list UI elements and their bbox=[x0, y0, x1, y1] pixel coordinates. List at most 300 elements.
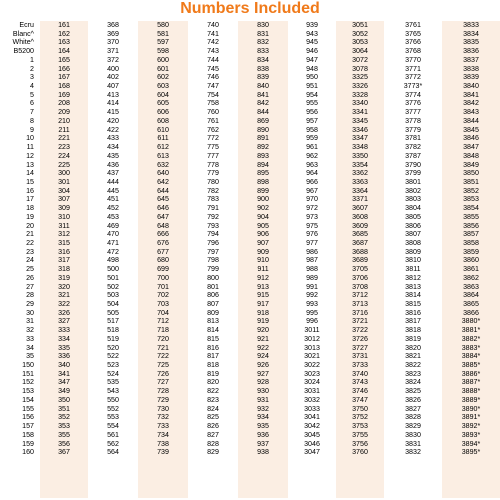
number-cell: 954 bbox=[306, 90, 318, 99]
number-cell: Blanc^ bbox=[12, 29, 34, 38]
number-cell: 817 bbox=[207, 352, 219, 361]
number-cell: 930 bbox=[257, 387, 269, 396]
number-cell: 3782 bbox=[405, 143, 421, 152]
number-cell: 8 bbox=[30, 116, 34, 125]
number-cell: 3716 bbox=[352, 308, 368, 317]
number-cell: 18 bbox=[26, 204, 34, 213]
number-cell: 762 bbox=[207, 125, 219, 134]
number-cell: 3045 bbox=[304, 430, 320, 439]
number-cell: 957 bbox=[306, 116, 318, 125]
number-cell: 725 bbox=[157, 361, 169, 370]
number-cell: 647 bbox=[157, 212, 169, 221]
number-cell: 3078 bbox=[352, 64, 368, 73]
number-cell: 806 bbox=[207, 291, 219, 300]
number-cell: 3855 bbox=[463, 212, 479, 221]
number-cell: 906 bbox=[257, 230, 269, 239]
number-cell: 977 bbox=[306, 238, 318, 247]
number-cell: 3341 bbox=[352, 108, 368, 117]
number-cell: 904 bbox=[257, 212, 269, 221]
number-cell: 3350 bbox=[352, 151, 368, 160]
number-cell: 159 bbox=[22, 439, 34, 448]
number-cell: 758 bbox=[207, 99, 219, 108]
number-cell: 3825 bbox=[405, 387, 421, 396]
number-cell: 3848 bbox=[463, 151, 479, 160]
number-cell: 413 bbox=[107, 90, 119, 99]
number-cell: 3858 bbox=[463, 238, 479, 247]
number-cell: 153 bbox=[22, 387, 34, 396]
number-cell: 164 bbox=[58, 47, 70, 56]
number-cell: 3895* bbox=[461, 448, 481, 457]
number-cell: 3822 bbox=[405, 361, 421, 370]
number-cell: 3894* bbox=[461, 439, 481, 448]
number-cell: 420 bbox=[107, 116, 119, 125]
number-cell: 3326 bbox=[352, 82, 368, 91]
number-cell: 938 bbox=[257, 448, 269, 457]
number-cell: 834 bbox=[257, 55, 269, 64]
number-cell: 502 bbox=[107, 282, 119, 291]
number-cell: 3713 bbox=[352, 300, 368, 308]
number-cell: 604 bbox=[157, 90, 169, 99]
number-cell: 3861 bbox=[463, 265, 479, 274]
number-cell: 632 bbox=[157, 160, 169, 169]
number-cell: 937 bbox=[257, 439, 269, 448]
number-cell: 3021 bbox=[304, 352, 320, 361]
number-cell: 422 bbox=[107, 125, 119, 134]
number-column bbox=[288, 21, 336, 498]
number-cell: 993 bbox=[306, 300, 318, 308]
number-cell: 310 bbox=[58, 212, 70, 221]
number-cell: 353 bbox=[58, 422, 70, 431]
number-cell: 3685 bbox=[352, 230, 368, 239]
number-cell: 600 bbox=[157, 55, 169, 64]
number-cell: 761 bbox=[207, 116, 219, 125]
number-cell: 157 bbox=[22, 422, 34, 431]
number-cell: 913 bbox=[257, 282, 269, 291]
number-cell: 794 bbox=[207, 230, 219, 239]
number-cell: 3772 bbox=[405, 73, 421, 82]
number-cell: 833 bbox=[257, 47, 269, 56]
number-cell: 30 bbox=[26, 308, 34, 317]
number-cell: 642 bbox=[157, 177, 169, 186]
number-cell: 356 bbox=[58, 439, 70, 448]
number-cell: 316 bbox=[58, 247, 70, 256]
number-cell: 824 bbox=[207, 404, 219, 413]
number-cell: 3781 bbox=[405, 134, 421, 143]
number-cell: 21 bbox=[26, 230, 34, 239]
number-cell: 3760 bbox=[352, 448, 368, 457]
number-cell: 3364 bbox=[352, 186, 368, 195]
number-cell: 3826 bbox=[405, 395, 421, 404]
number-cell: 407 bbox=[107, 82, 119, 91]
number-cell: 3835 bbox=[463, 38, 479, 47]
number-cell: 3817 bbox=[405, 317, 421, 326]
number-cell: 966 bbox=[306, 177, 318, 186]
number-cell: 962 bbox=[306, 151, 318, 160]
number-cell: 3811 bbox=[405, 265, 421, 274]
number-cell: 3609 bbox=[352, 221, 368, 230]
number-cell: 3773* bbox=[403, 82, 423, 91]
number-cell: 315 bbox=[58, 238, 70, 247]
number-cell: 840 bbox=[257, 82, 269, 91]
number-cell: 807 bbox=[207, 300, 219, 308]
number-cell: 4 bbox=[30, 82, 34, 91]
number-cell: 3771 bbox=[405, 64, 421, 73]
number-cell: 726 bbox=[157, 369, 169, 378]
number-cell: 452 bbox=[107, 204, 119, 213]
number-column bbox=[0, 21, 40, 498]
number-cell: 3842 bbox=[463, 99, 479, 108]
number-cell: 517 bbox=[107, 317, 119, 326]
number-column bbox=[442, 21, 500, 498]
number-cell: 524 bbox=[107, 369, 119, 378]
number-cell: 891 bbox=[257, 134, 269, 143]
number-cell: 453 bbox=[107, 212, 119, 221]
number-cell: 796 bbox=[207, 238, 219, 247]
number-cell: 158 bbox=[22, 430, 34, 439]
number-cell: 3805 bbox=[405, 212, 421, 221]
number-cell: 3746 bbox=[352, 387, 368, 396]
number-cell: 355 bbox=[58, 430, 70, 439]
number-cell: 9 bbox=[30, 125, 34, 134]
number-cell: 3 bbox=[30, 73, 34, 82]
number-cell: 581 bbox=[157, 29, 169, 38]
number-column bbox=[138, 21, 188, 498]
number-cell: 3013 bbox=[304, 343, 320, 352]
number-cell: 3852 bbox=[463, 186, 479, 195]
number-cell: 33 bbox=[26, 334, 34, 343]
number-cell: 161 bbox=[58, 21, 70, 29]
number-cell: 918 bbox=[257, 308, 269, 317]
number-cell: 3880* bbox=[461, 317, 481, 326]
number-cell: 3033 bbox=[304, 404, 320, 413]
number-cell: 3024 bbox=[304, 378, 320, 387]
number-cell: 372 bbox=[107, 55, 119, 64]
number-cell: 3816 bbox=[405, 308, 421, 317]
number-cell: 518 bbox=[107, 326, 119, 335]
number-cell: 3863 bbox=[463, 282, 479, 291]
number-cell: 3828 bbox=[405, 413, 421, 422]
number-cell: 3864 bbox=[463, 291, 479, 300]
number-cell: 3787 bbox=[405, 151, 421, 160]
number-cell: B5200 bbox=[13, 47, 34, 56]
number-cell: 3851 bbox=[463, 177, 479, 186]
number-cell: 3885* bbox=[461, 361, 481, 370]
number-column bbox=[336, 21, 384, 498]
number-cell: 838 bbox=[257, 64, 269, 73]
number-cell: 3849 bbox=[463, 160, 479, 169]
number-cell: 3607 bbox=[352, 204, 368, 213]
number-cell: 701 bbox=[157, 282, 169, 291]
number-cell: 783 bbox=[207, 195, 219, 204]
number-cell: 912 bbox=[257, 273, 269, 282]
number-cell: 347 bbox=[58, 378, 70, 387]
number-cell: 869 bbox=[257, 116, 269, 125]
number-cell: 17 bbox=[26, 195, 34, 204]
number-cell: 924 bbox=[257, 352, 269, 361]
number-cell: 320 bbox=[58, 282, 70, 291]
number-cell: 5 bbox=[30, 90, 34, 99]
number-cell: 947 bbox=[306, 55, 318, 64]
number-cell: 167 bbox=[58, 73, 70, 82]
number-cell: 899 bbox=[257, 186, 269, 195]
number-cell: 3047 bbox=[304, 448, 320, 457]
number-cell: 744 bbox=[207, 55, 219, 64]
number-cell: 917 bbox=[257, 300, 269, 308]
number-cell: 368 bbox=[107, 21, 119, 29]
number-cell: 699 bbox=[157, 265, 169, 274]
number-cell: 371 bbox=[107, 47, 119, 56]
number-cell: 3325 bbox=[352, 73, 368, 82]
number-cell: 800 bbox=[207, 273, 219, 282]
number-cell: 911 bbox=[257, 265, 269, 274]
number-cell: 3857 bbox=[463, 230, 479, 239]
number-column bbox=[40, 21, 88, 498]
number-cell: 561 bbox=[107, 430, 119, 439]
number-cell: Ecru bbox=[19, 21, 34, 29]
number-cell: 605 bbox=[157, 99, 169, 108]
number-cell: 902 bbox=[257, 204, 269, 213]
number-cell: 3844 bbox=[463, 116, 479, 125]
number-cell: 743 bbox=[207, 47, 219, 56]
number-cell: 927 bbox=[257, 369, 269, 378]
number-cell: 3752 bbox=[352, 413, 368, 422]
number-cell: 208 bbox=[58, 99, 70, 108]
number-cell: 919 bbox=[257, 317, 269, 326]
number-cell: 370 bbox=[107, 38, 119, 47]
number-cell: 3363 bbox=[352, 177, 368, 186]
number-cell: 777 bbox=[207, 151, 219, 160]
number-cell: 3832 bbox=[405, 448, 421, 457]
number-cell: 580 bbox=[157, 21, 169, 29]
number-cell: 799 bbox=[207, 265, 219, 274]
number-cell: 3803 bbox=[405, 195, 421, 204]
number-cell: 809 bbox=[207, 308, 219, 317]
number-cell: 435 bbox=[107, 151, 119, 160]
number-cell: 702 bbox=[157, 291, 169, 300]
number-cell: 7 bbox=[30, 108, 34, 117]
number-cell: 3882* bbox=[461, 334, 481, 343]
number-cell: 3889* bbox=[461, 395, 481, 404]
number-cell: 3824 bbox=[405, 378, 421, 387]
number-cell: 3804 bbox=[405, 204, 421, 213]
number-cell: 742 bbox=[207, 38, 219, 47]
number-cell: 13 bbox=[26, 160, 34, 169]
number-cell: 311 bbox=[58, 221, 70, 230]
number-cell: 3023 bbox=[304, 369, 320, 378]
number-cell: 950 bbox=[306, 73, 318, 82]
number-cell: 3829 bbox=[405, 422, 421, 431]
number-cell: 801 bbox=[207, 282, 219, 291]
number-cell: 23 bbox=[26, 247, 34, 256]
number-cell: 3722 bbox=[352, 326, 368, 335]
number-cell: 3827 bbox=[405, 404, 421, 413]
number-cell: 301 bbox=[58, 177, 70, 186]
number-cell: 327 bbox=[58, 317, 70, 326]
number-cell: 3841 bbox=[463, 90, 479, 99]
number-cell: 893 bbox=[257, 151, 269, 160]
number-cell: 472 bbox=[107, 247, 119, 256]
number-cell: 155 bbox=[22, 404, 34, 413]
number-cell: 895 bbox=[257, 169, 269, 178]
number-cell: 718 bbox=[157, 326, 169, 335]
number-cell: 445 bbox=[107, 186, 119, 195]
number-cell: 3708 bbox=[352, 282, 368, 291]
number-cell: 819 bbox=[207, 369, 219, 378]
number-cell: 211 bbox=[58, 125, 70, 134]
number-cell: 3887* bbox=[461, 378, 481, 387]
number-cell: 16 bbox=[26, 186, 34, 195]
number-cell: 3839 bbox=[463, 73, 479, 82]
number-cell: 29 bbox=[26, 300, 34, 308]
number-cell: 610 bbox=[157, 125, 169, 134]
number-cell: 922 bbox=[257, 343, 269, 352]
number-cell: 554 bbox=[107, 422, 119, 431]
number-cell: 223 bbox=[58, 143, 70, 152]
number-cell: 3012 bbox=[304, 334, 320, 343]
number-cell: 335 bbox=[58, 343, 70, 352]
number-cell: 3032 bbox=[304, 395, 320, 404]
number-cell: 793 bbox=[207, 221, 219, 230]
number-cell: 304 bbox=[58, 186, 70, 195]
number-cell: 951 bbox=[306, 82, 318, 91]
number-cell: 939 bbox=[306, 21, 318, 29]
number-cell: 3799 bbox=[405, 169, 421, 178]
number-cell: 712 bbox=[157, 317, 169, 326]
number-cell: 900 bbox=[257, 195, 269, 204]
number-cell: 3608 bbox=[352, 212, 368, 221]
number-cell: 3345 bbox=[352, 116, 368, 125]
number-cell: 22 bbox=[26, 238, 34, 247]
number-cell: 3813 bbox=[405, 282, 421, 291]
number-cell: 3776 bbox=[405, 99, 421, 108]
number-cell: 340 bbox=[58, 361, 70, 370]
number-cell: 909 bbox=[257, 247, 269, 256]
number-cell: 996 bbox=[306, 317, 318, 326]
number-cell: 19 bbox=[26, 212, 34, 221]
number-cell: 814 bbox=[207, 326, 219, 335]
number-cell: 3346 bbox=[352, 125, 368, 134]
number-cell: 3765 bbox=[405, 29, 421, 38]
number-cell: 209 bbox=[58, 108, 70, 117]
number-cell: 992 bbox=[306, 291, 318, 300]
number-cell: 415 bbox=[107, 108, 119, 117]
number-cell: 552 bbox=[107, 404, 119, 413]
number-cell: 779 bbox=[207, 169, 219, 178]
number-cell: 915 bbox=[257, 291, 269, 300]
number-cell: 842 bbox=[257, 99, 269, 108]
number-cell: 823 bbox=[207, 395, 219, 404]
number-cell: 543 bbox=[107, 387, 119, 396]
number-cell: 815 bbox=[207, 334, 219, 343]
number-cell: 3854 bbox=[463, 204, 479, 213]
number-cell: 336 bbox=[58, 352, 70, 361]
number-cell: 832 bbox=[257, 38, 269, 47]
number-cell: 3761 bbox=[405, 21, 421, 29]
number-cell: 3891* bbox=[461, 413, 481, 422]
number-cell: 163 bbox=[58, 38, 70, 47]
number-cell: 816 bbox=[207, 343, 219, 352]
number-cell: 437 bbox=[107, 169, 119, 178]
number-cell: 3834 bbox=[463, 29, 479, 38]
number-cell: 224 bbox=[58, 151, 70, 160]
number-cell: 722 bbox=[157, 352, 169, 361]
number-cell: 3770 bbox=[405, 55, 421, 64]
number-cell: 746 bbox=[207, 73, 219, 82]
number-cell: 15 bbox=[26, 177, 34, 186]
number-cell: 963 bbox=[306, 160, 318, 169]
number-cell: White^ bbox=[12, 38, 34, 47]
number-cell: 31 bbox=[26, 317, 34, 326]
number-cell: 367 bbox=[58, 448, 70, 457]
number-cell: 3726 bbox=[352, 334, 368, 343]
number-cell: 309 bbox=[58, 204, 70, 213]
number-cell: 221 bbox=[58, 134, 70, 143]
number-cell: 165 bbox=[58, 55, 70, 64]
number-cell: 677 bbox=[157, 247, 169, 256]
number-cell: 3779 bbox=[405, 125, 421, 134]
number-cell: 3072 bbox=[352, 55, 368, 64]
number-cell: 986 bbox=[306, 247, 318, 256]
number-cell: 831 bbox=[257, 29, 269, 38]
number-cell: 169 bbox=[58, 90, 70, 99]
number-cell: 20 bbox=[26, 221, 34, 230]
number-cell: 433 bbox=[107, 134, 119, 143]
number-cell: 3712 bbox=[352, 291, 368, 300]
number-cell: 2 bbox=[30, 64, 34, 73]
number-cell: 945 bbox=[306, 38, 318, 47]
number-cell: 703 bbox=[157, 300, 169, 308]
number-cell: 934 bbox=[257, 413, 269, 422]
number-cell: 319 bbox=[58, 273, 70, 282]
number-cell: 975 bbox=[306, 221, 318, 230]
number-cell: 210 bbox=[58, 116, 70, 125]
number-cell: 3753 bbox=[352, 422, 368, 431]
number-cell: 738 bbox=[157, 439, 169, 448]
number-cell: 451 bbox=[107, 195, 119, 204]
number-cell: 613 bbox=[157, 151, 169, 160]
number-cell: 898 bbox=[257, 177, 269, 186]
number-cell: 12 bbox=[26, 151, 34, 160]
number-cell: 3340 bbox=[352, 99, 368, 108]
number-cell: 797 bbox=[207, 247, 219, 256]
number-cell: 400 bbox=[107, 64, 119, 73]
number-cell: 3815 bbox=[405, 300, 421, 308]
number-cell: 3747 bbox=[352, 395, 368, 404]
number-cell: 3347 bbox=[352, 134, 368, 143]
number-cell: 414 bbox=[107, 99, 119, 108]
number-cell: 645 bbox=[157, 195, 169, 204]
number-cell: 3766 bbox=[405, 38, 421, 47]
number-cell: 3371 bbox=[352, 195, 368, 204]
number-cell: 646 bbox=[157, 204, 169, 213]
number-cell: 3011 bbox=[304, 326, 320, 335]
number-cell: 754 bbox=[207, 90, 219, 99]
number-cell: 154 bbox=[22, 395, 34, 404]
number-cell: 32 bbox=[26, 326, 34, 335]
number-cell: 151 bbox=[22, 369, 34, 378]
number-cell: 434 bbox=[107, 143, 119, 152]
number-cell: 3053 bbox=[352, 38, 368, 47]
number-cell: 3721 bbox=[352, 317, 368, 326]
number-cell: 3733 bbox=[352, 361, 368, 370]
number-cell: 822 bbox=[207, 387, 219, 396]
number-cell: 602 bbox=[157, 73, 169, 82]
number-cell: 3041 bbox=[304, 413, 320, 422]
number-cell: 928 bbox=[257, 378, 269, 387]
number-cell: 322 bbox=[58, 300, 70, 308]
number-cell: 959 bbox=[306, 134, 318, 143]
number-cell: 905 bbox=[257, 221, 269, 230]
